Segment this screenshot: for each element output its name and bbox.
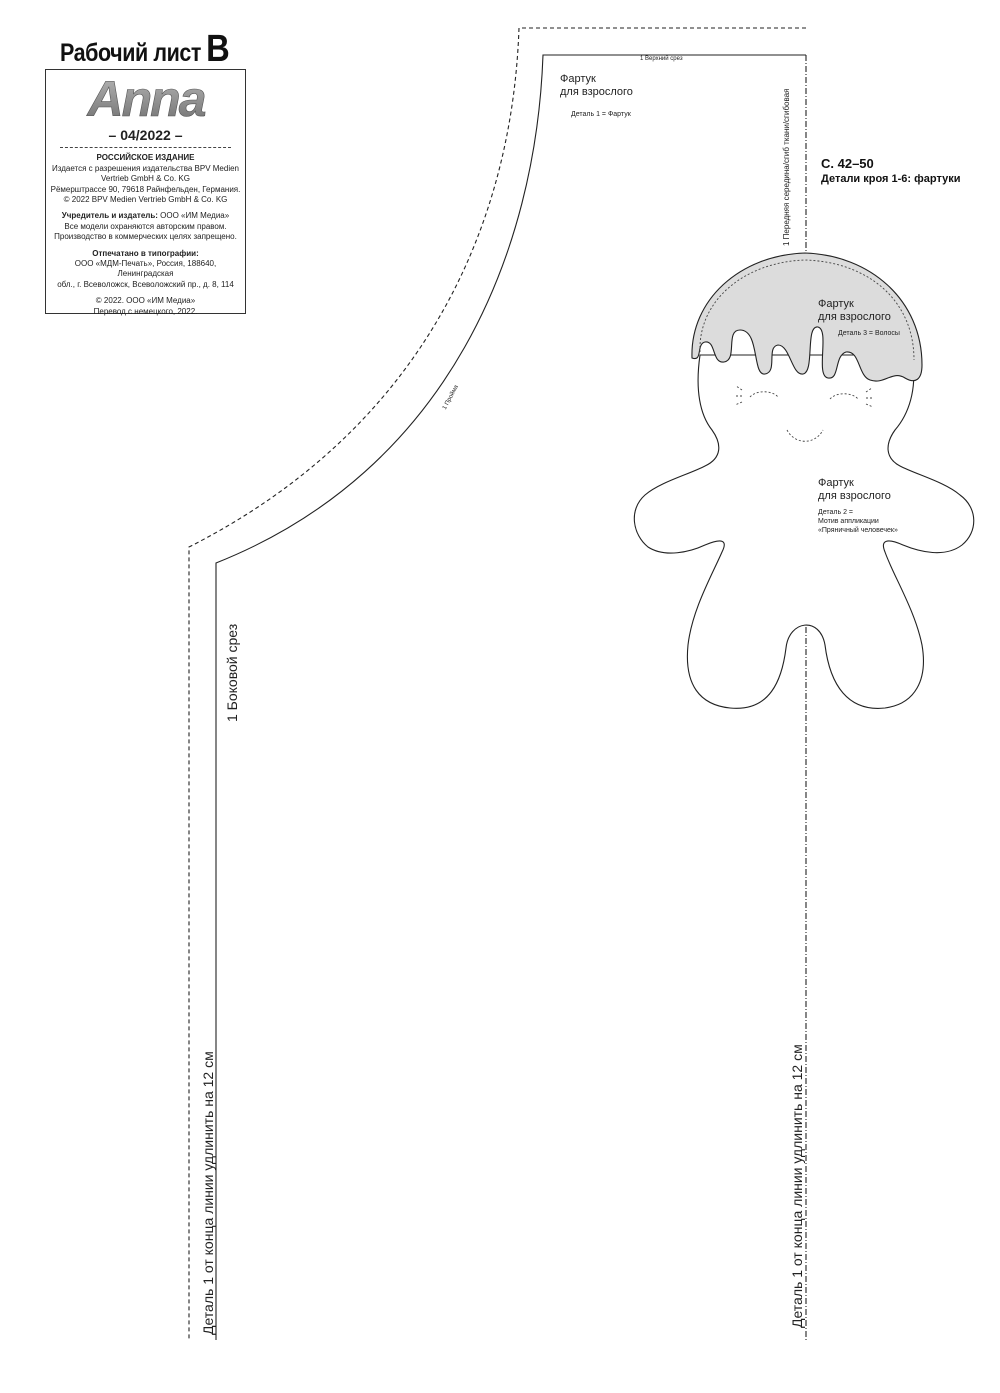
anna-logo [61,76,231,122]
sheet-title-word: Рабочий лист [60,39,201,67]
printed-line: ООО «МДМ-Печать», Россия, 188640, Ленинградская [74,259,217,279]
side-edge-label: 1 Боковой срез [224,623,240,722]
issue-number: – 04/2022 – [108,127,183,144]
publication-info-box [45,69,246,314]
edition-title: РОССИЙСКОЕ ИЗДАНИЕ [96,153,195,163]
separator [60,147,231,148]
left-extend-note: Деталь 1 от конца линии удлинить на 12 см [200,1051,216,1335]
publisher-label: Учредитель и издатель: [61,211,158,221]
printed-line: обл., г. Всеволожск, Всеволожский пр., д. 8, 114 [57,279,234,289]
copyright-line: Перевод с немецкого, 2022. [93,306,198,316]
rights-line: Все модели охраняются авторским правом. [64,221,227,231]
printed-label: Отпечатано в типографии: [92,248,199,258]
gingerbread-title [818,477,891,503]
license-line: © 2022 BPV Medien Vertrieb GmbH & Co. KG [63,195,228,205]
top-edge-label: 1 Верхний срез [640,56,683,62]
gingerbread-title-line2: для взрослого [818,490,891,502]
anna-logo-text: Anna [87,76,204,122]
cut-details-reference: Детали кроя 1-6: фартуки [821,173,961,185]
sheet-title [60,28,229,71]
hair-title-line1: Фартук [818,298,854,310]
license-line: Vertrieb GmbH & Co. KG [101,174,190,184]
gingerbread-part-line3: «Пряничный человечек» [818,527,898,534]
sheet-title-letter: B [206,28,230,70]
fold-label: 1 Передняя середина/сгиб ткани/сгибовая [782,88,791,246]
copyright-line: © 2022. ООО «ИМ Медиа» [95,296,196,306]
hair-title-line2: для взрослого [818,311,891,323]
gingerbread-part-line1: Деталь 2 = [818,509,854,516]
apron-title-line2: для взрослого [560,86,633,98]
rights-line: Производство в коммерческих целях запрещено. [54,232,237,242]
gingerbread-outline [634,355,973,708]
license-line: Издается с разрешения издательства BPV Medien [51,163,240,173]
right-extend-note: Деталь 1 от конца линии удлинить на 12 см [789,1044,805,1328]
hair-part-label: Деталь 3 = Волосы [838,330,900,337]
publisher-value: ООО «ИМ Медиа» [157,211,230,221]
apron-part-label: Деталь 1 = Фартук [571,111,631,118]
hair-title [818,298,891,324]
gingerbread-part-line2: Мотив аппликации [818,518,879,525]
gingerbread-title-line1: Фартук [818,477,854,489]
apron-title [560,73,633,99]
armhole-label: 1 Пройма [442,384,460,411]
publisher-line [46,211,245,221]
license-line: Рёмерштрассе 90, 79618 Райнфельден, Германия. [50,184,241,194]
apron-title-line1: Фартук [560,73,596,85]
gingerbread-part-label [818,508,898,535]
pages-reference: С. 42–50 [821,156,874,171]
